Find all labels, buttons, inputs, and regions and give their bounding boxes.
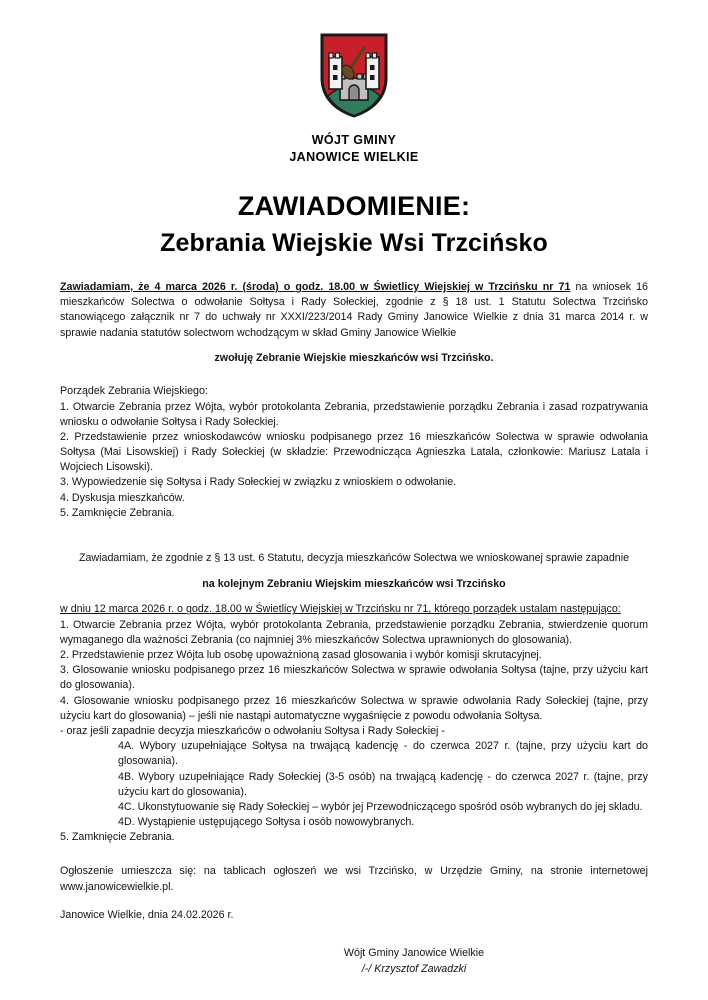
agenda-first-item: 3. Wypowiedzenie się Sołtysa i Rady Sołeckiej w związku z wnioskiem o odwołanie. [60, 476, 457, 489]
second-meeting-intro: Zawiadamiam, że zgodnie z § 13 ust. 6 Statutu, decyzja mieszkańców Solectwa we wnioskowanej sprawie zapadnie [78, 551, 630, 564]
notice-lead-paragraph [60, 280, 648, 341]
agenda-first-item: 4. Dyskusja mieszkańców. [60, 491, 185, 504]
second-meeting-emphasis: na kolejnym Zebraniu Wiejskim mieszkańców wsi Trzcińsko [202, 577, 506, 590]
agenda-second-subitem: 4A. Wybory uzupełniające Sołtysa na trwającą kadencję - do czerwca 2027 r. (tajne, przy użyciu kart do glosowania). [118, 740, 648, 768]
second-meeting-date [60, 602, 648, 617]
agenda-second-condition: - oraz jeśli zapadnie decyzja mieszkańców o odwołaniu Sołtysa i Rady Sołeckiej - [60, 724, 445, 737]
document-body [60, 280, 648, 977]
agenda-second-subitem: 4C. Ukonstytuowanie się Rady Sołeckiej – wybór jej Przewodniczącego spośród osób wybranych do jej skladu. [118, 800, 643, 813]
agenda-second-subitem: 4D. Wystąpienie ustępującego Sołtysa i osób nowowybranych. [118, 816, 415, 829]
office-name [60, 132, 648, 165]
signature-block [60, 945, 648, 977]
letterhead [60, 0, 648, 165]
office-line-1: WÓJT GMINY [311, 133, 397, 147]
agenda-second-closing: 5. Zamknięcie Zebrania. [60, 831, 175, 844]
agenda-first-item: 2. Przedstawienie przez wnioskodawców wniosku podpisanego przez 16 mieszkańców Solectwa w sprawie odwołania Sołtysa (Mai Lisowskiej) i Rady Sołeckiej (w składzie: Przewodnicząca Agnieszka Latala, członkowie: Mariusz Latala i Wojciech Lisowski). [60, 430, 648, 474]
agenda-second-item: 4. Glosowanie wniosku podpisanego przez 16 mieszkańców Solectwa w sprawie odwołania Rady Sołeckiej (tajne, przy użyciu kart do glosowania) – jeśli nie nastąpi automatyczne wygaśnięcie z powodu odwołania Sołtysa. [60, 694, 648, 722]
convene-statement: zwołuję Zebranie Wiejskie mieszkańców wsi Trzcińsko. [214, 352, 494, 365]
agenda-second-item: 1. Otwarcie Zebrania przez Wójta, wybór protokolanta Zebrania, przedstawienie porządku Zebrania, stwierdzenie quorum wymaganego dla ważności Zebrania (co najmniej 3% mieszkańców Solectwa uprawnionych do glosowania). [60, 618, 648, 646]
signature-name: /-/ Krzysztof Zawadzki [361, 963, 467, 976]
agenda-first-header: Porządek Zebrania Wiejskiego: [60, 385, 208, 398]
agenda-first-item: 1. Otwarcie Zebrania przez Wójta, wybór protokolanta Zebrania, przedstawienie porządku Zebrania i zasad rozpatrywania wniosku o odwołanie Sołtysa i Rady Sołeckiej. [60, 400, 648, 428]
second-meeting-date-text: w dniu 12 marca 2026 r. o godz. 18.00 w Świetlicy Wiejskiej w Trzcińsku nr 71, którego porządek ustalam następująco: [60, 603, 621, 616]
agenda-second-item: 2. Przedstawienie przez Wójta lub osobę upoważnioną zasad glosowania i wybór komisji skrutacyjnej. [60, 649, 542, 661]
publication-note: Ogłoszenie umieszcza się: na tablicach ogłoszeń we wsi Trzcińsko, w Urzędzie Gminy, na stronie internetowej www.janowicewielkie.pl. [60, 865, 648, 893]
page-subtitle: Zebrania Wiejskie Wsi Trzcińsko [160, 229, 548, 257]
coat-of-arms-icon [318, 32, 390, 118]
page-title: ZAWIADOMIENIE: [237, 191, 471, 221]
place-and-date: Janowice Wielkie, dnia 24.02.2026 r. [60, 908, 234, 921]
agenda-first-item: 5. Zamknięcie Zebrania. [60, 506, 175, 519]
agenda-second-subitem: 4B. Wybory uzupełniające Rady Sołeckiej (3-5 osób) na trwającą kadencję - do czerwca 2027 r. (tajne, przy użyciu kart do glosowania). [118, 770, 648, 798]
office-line-2: JANOWICE WIELKIE [289, 149, 419, 164]
agenda-second-item: 3. Glosowanie wniosku podpisanego przez 16 mieszkańców Solectwa w sprawie odwołania Sołtysa (tajne, przy użyciu kart do glosowania). [60, 664, 648, 692]
signature-title: Wójt Gminy Janowice Wielkie [343, 947, 485, 959]
notice-lead-rest: na wniosek 16 mieszkańców Solectwa o odwołanie Sołtysa i Rady Sołeckiej, zgodnie z § 18 ust. 1 Statutu Solectwa Trzcińsko stanowiącego załącznik nr 7 do uchwały nr XXXI/223/2014 Rady Gminy Janowice Wielkie z dnia 31 marca 2014 r. w sprawie nadania statutów solectwom wchodzącym w skład Gminy Janowice Wielkie [60, 281, 649, 339]
notice-lead-emphasis: Zawiadamiam, że 4 marca 2026 r. (środa) o godz. 18.00 w Świetlicy Wiejskiej w Trzcińsku nr 71 [60, 281, 571, 293]
